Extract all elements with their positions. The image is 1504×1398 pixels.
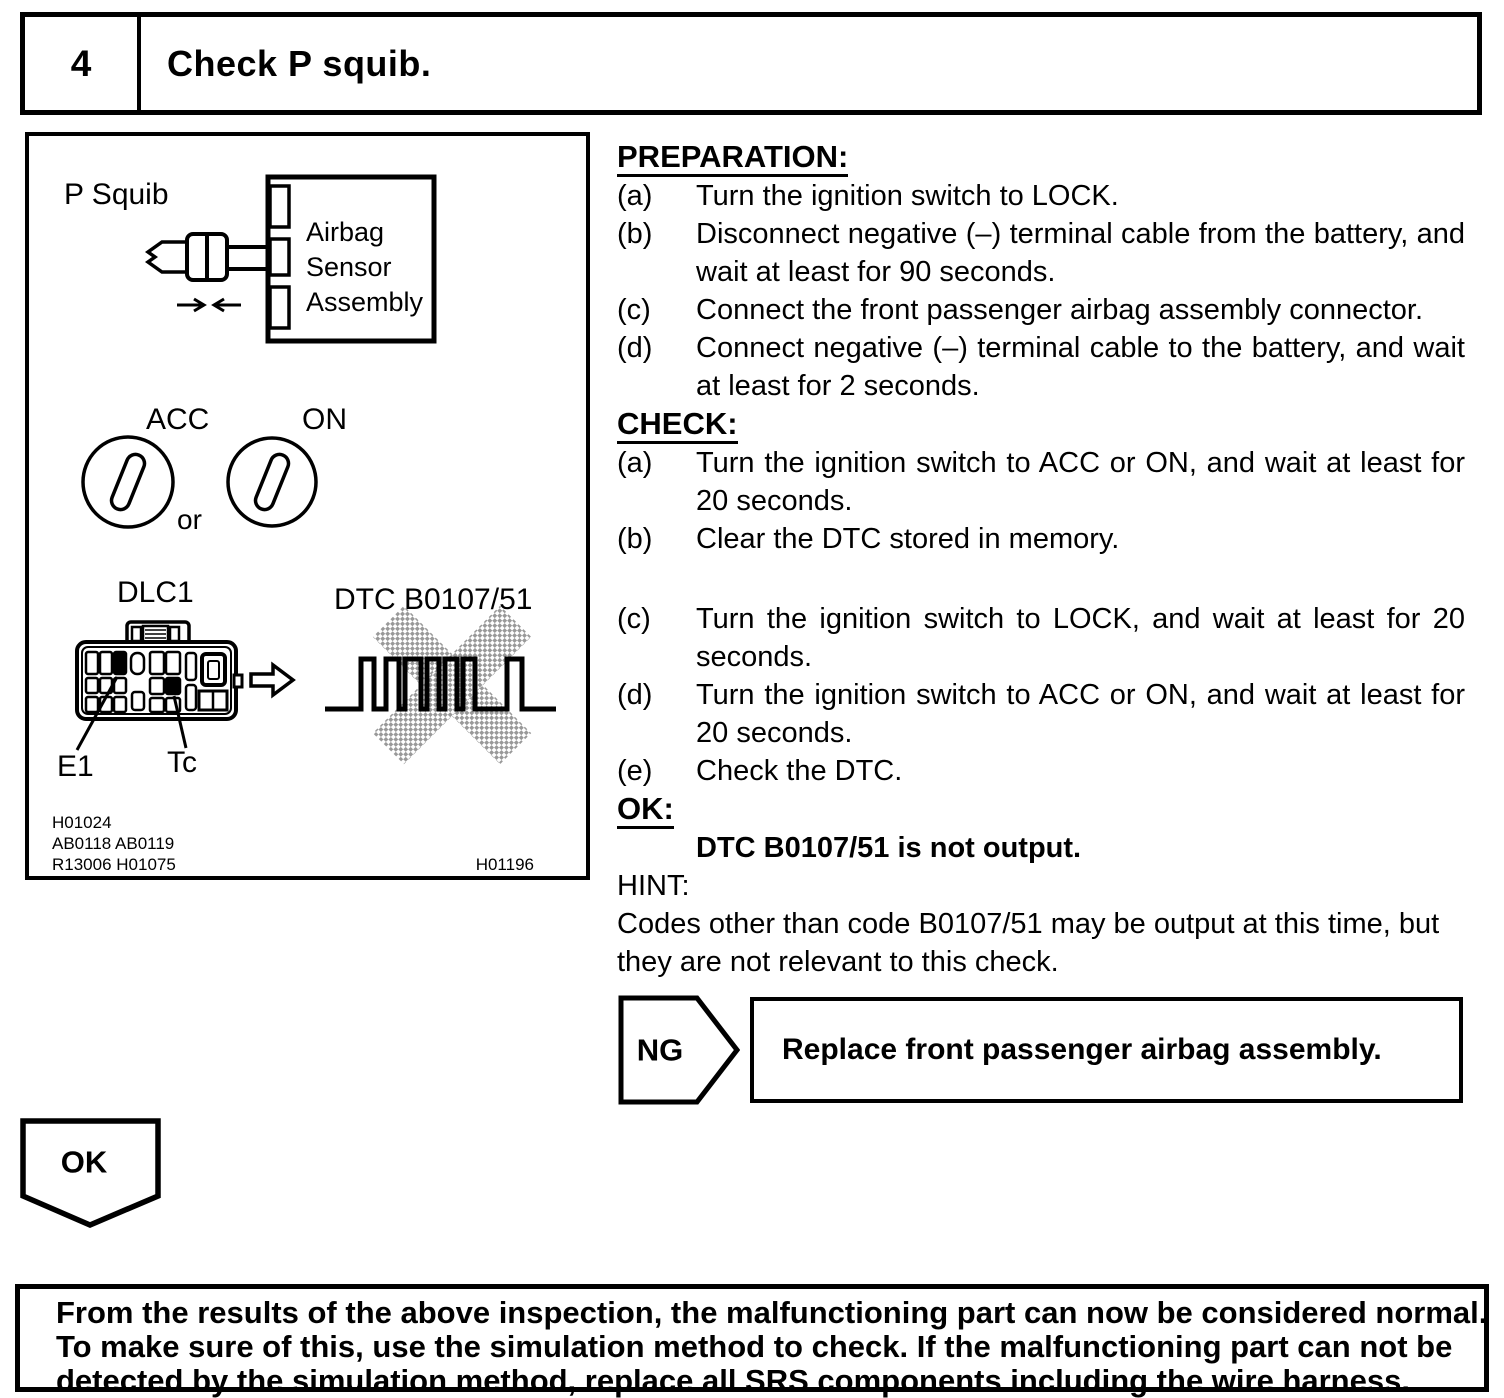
dtc-waveform [325, 659, 556, 709]
conclusion-box [15, 1284, 1489, 1398]
preparation-item-c: (c) Connect the front passenger airbag assembly connector. [617, 294, 1424, 326]
conclusion-line-2: To make sure of this, use the simulation method to check. If the malfunctioning part can not be [56, 1329, 1453, 1364]
hint-heading: HINT: [617, 870, 690, 902]
ng-arrow [618, 995, 740, 1105]
check-item-d: (d) Turn the ignition switch to ACC or ON, and wait at least for 20 seconds. [617, 679, 1465, 749]
dlc1-connector-drawing [77, 622, 242, 750]
ok-result: DTC B0107/51 is not output. [696, 832, 1082, 864]
implies-arrow-icon [251, 665, 293, 695]
conclusion-line-3: detected by the simulation method, replace all SRS components including the wire harness. [56, 1363, 1410, 1398]
check-item-c: (c) Turn the ignition switch to LOCK, and wait at least for 20 seconds. [617, 603, 1465, 673]
preparation-heading: PREPARATION: [617, 138, 1465, 177]
figure-code-2: AB0118 AB0119 [52, 834, 175, 853]
connect-arrows-icon [177, 299, 241, 311]
dlc1-label: DLC1 [117, 576, 194, 609]
figure-box [25, 132, 590, 880]
check-item-b: (b) Clear the DTC stored in memory. [617, 523, 1120, 555]
preparation-item-b: (b) Disconnect negative (–) terminal cable from the battery, and wait at least for 90 seconds. [617, 218, 1465, 288]
check-heading: CHECK: [617, 405, 1465, 444]
figure-id: H01196 [475, 855, 534, 874]
preparation-item-d: (d) Connect negative (–) terminal cable to the battery, and wait at least for 2 seconds. [617, 332, 1465, 402]
key-cylinder-on-icon [228, 438, 316, 526]
airbag-line-3: Assembly [306, 287, 424, 317]
key-acc-label: ACC [146, 403, 210, 436]
check-item-a: (a) Turn the ignition switch to ACC or ON, and wait at least for 20 seconds. [617, 447, 1465, 517]
ok-arrow [20, 1118, 161, 1228]
dtc-label: DTC B0107/51 [334, 583, 533, 616]
ng-action-box [750, 997, 1463, 1103]
figure-code-1: H01024 [52, 813, 112, 832]
figure-code-3: R13006 H01075 [52, 855, 176, 874]
ok-label: OK [60, 1144, 108, 1180]
airbag-line-2: Sensor [306, 252, 392, 282]
step-header [20, 12, 1482, 115]
tc-terminal-pin [166, 678, 180, 694]
conclusion-line-1: From the results of the above inspection, the malfunctioning part can now be considered normal. [56, 1295, 1488, 1330]
e1-terminal-pin [114, 652, 126, 674]
tc-label: Tc [167, 746, 197, 779]
ok-heading: OK: [617, 790, 1465, 829]
airbag-line-1: Airbag [306, 217, 385, 247]
hint-text: Codes other than code B0107/51 may be output at this time, but they are not relevant to this check. [617, 908, 1440, 978]
procedure-column [617, 138, 1465, 981]
key-cylinder-acc-icon [83, 437, 173, 527]
preparation-item-a: (a) Turn the ignition switch to LOCK. [617, 180, 1119, 212]
step-title: Check P squib. [167, 42, 432, 84]
or-label: or [177, 504, 202, 535]
p-squib-connector-drawing [148, 234, 270, 280]
e1-label: E1 [57, 750, 94, 783]
check-item-e: (e) Check the DTC. [617, 755, 903, 787]
step-number: 4 [25, 17, 141, 110]
ng-action-text: Replace front passenger airbag assembly. [782, 1033, 1382, 1066]
p-squib-label: P Squib [64, 178, 169, 211]
figure-illustration [29, 136, 586, 876]
ng-label: NG [636, 1032, 684, 1068]
key-on-label: ON [302, 403, 347, 436]
